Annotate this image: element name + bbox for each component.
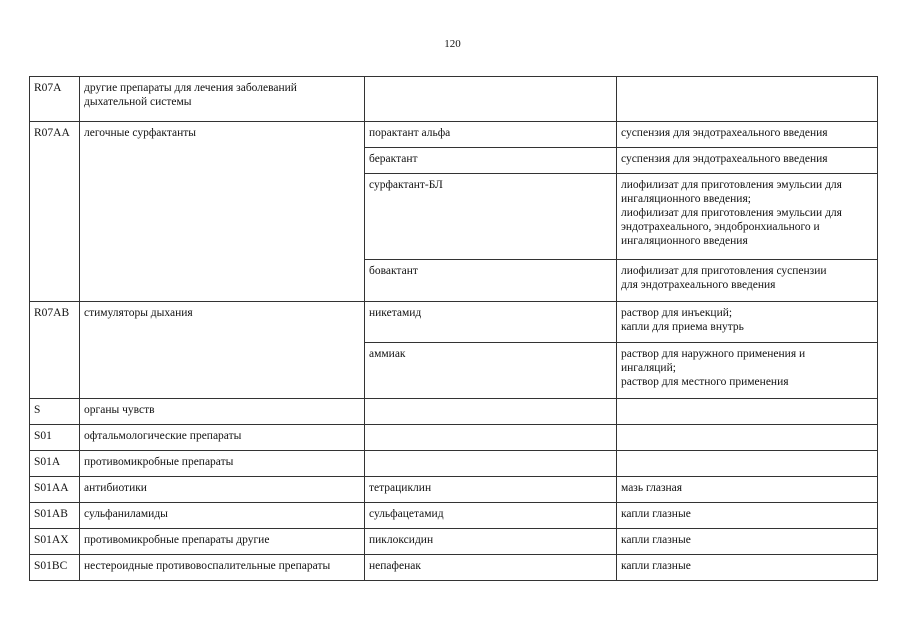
drug-name-cell: сульфацетамид: [365, 503, 617, 529]
dosage-form-cell: мазь глазная: [617, 477, 878, 503]
table-row: [30, 122, 878, 148]
drug-name-cell: [365, 77, 617, 122]
table-row: [30, 451, 878, 477]
table-row: [30, 555, 878, 581]
dosage-form-cell: [617, 425, 878, 451]
drug-table: [29, 76, 878, 581]
group-name-cell: органы чувств: [80, 399, 365, 425]
table-row: [30, 302, 878, 343]
group-name-cell: сульфаниламиды: [80, 503, 365, 529]
dosage-form-cell: раствор для наружного применения и ингаляций; раствор для местного применения: [617, 343, 878, 399]
atc-code-cell: R07AB: [30, 302, 80, 399]
group-name-cell: антибиотики: [80, 477, 365, 503]
dosage-form-cell: [617, 451, 878, 477]
dosage-form-cell: капли глазные: [617, 529, 878, 555]
atc-code-cell: R07A: [30, 77, 80, 122]
group-name-cell: другие препараты для лечения заболеваний дыхательной системы: [80, 77, 365, 122]
atc-code-cell: S: [30, 399, 80, 425]
drug-name-cell: бовактант: [365, 260, 617, 302]
table-row: [30, 77, 878, 122]
group-name-cell: нестероидные противовоспалительные препараты: [80, 555, 365, 581]
atc-code-cell: S01: [30, 425, 80, 451]
drug-name-cell: [365, 399, 617, 425]
atc-code-cell: R07AA: [30, 122, 80, 302]
dosage-form-cell: капли глазные: [617, 503, 878, 529]
atc-code-cell: S01AX: [30, 529, 80, 555]
table-row: [30, 399, 878, 425]
atc-code-cell: S01AB: [30, 503, 80, 529]
drug-name-cell: пиклоксидин: [365, 529, 617, 555]
dosage-form-cell: суспензия для эндотрахеального введения: [617, 148, 878, 174]
dosage-form-cell: [617, 77, 878, 122]
drug-name-cell: берактант: [365, 148, 617, 174]
table-row: [30, 529, 878, 555]
atc-code-cell: S01AA: [30, 477, 80, 503]
dosage-form-cell: капли глазные: [617, 555, 878, 581]
dosage-form-cell: лиофилизат для приготовления эмульсии для ингаляционного введения; лиофилизат для приготовления эмульсии для эндотрахеального, эндобронхиального и ингаляционного введения: [617, 174, 878, 260]
group-name-cell: противомикробные препараты: [80, 451, 365, 477]
drug-name-cell: никетамид: [365, 302, 617, 343]
atc-code-cell: S01BC: [30, 555, 80, 581]
table-row: [30, 477, 878, 503]
dosage-form-cell: [617, 399, 878, 425]
table-row: [30, 503, 878, 529]
group-name-cell: офтальмологические препараты: [80, 425, 365, 451]
group-name-cell: противомикробные препараты другие: [80, 529, 365, 555]
drug-name-cell: непафенак: [365, 555, 617, 581]
drug-name-cell: аммиак: [365, 343, 617, 399]
drug-name-cell: [365, 425, 617, 451]
drug-name-cell: сурфактант-БЛ: [365, 174, 617, 260]
group-name-cell: стимуляторы дыхания: [80, 302, 365, 399]
dosage-form-cell: суспензия для эндотрахеального введения: [617, 122, 878, 148]
atc-code-cell: S01A: [30, 451, 80, 477]
drug-name-cell: порактант альфа: [365, 122, 617, 148]
drug-name-cell: [365, 451, 617, 477]
group-name-cell: легочные сурфактанты: [80, 122, 365, 302]
drug-name-cell: тетрациклин: [365, 477, 617, 503]
page-number: 120: [444, 38, 461, 50]
dosage-form-cell: лиофилизат для приготовления суспензии для эндотрахеального введения: [617, 260, 878, 302]
table-row: [30, 425, 878, 451]
dosage-form-cell: раствор для инъекций; капли для приема внутрь: [617, 302, 878, 343]
